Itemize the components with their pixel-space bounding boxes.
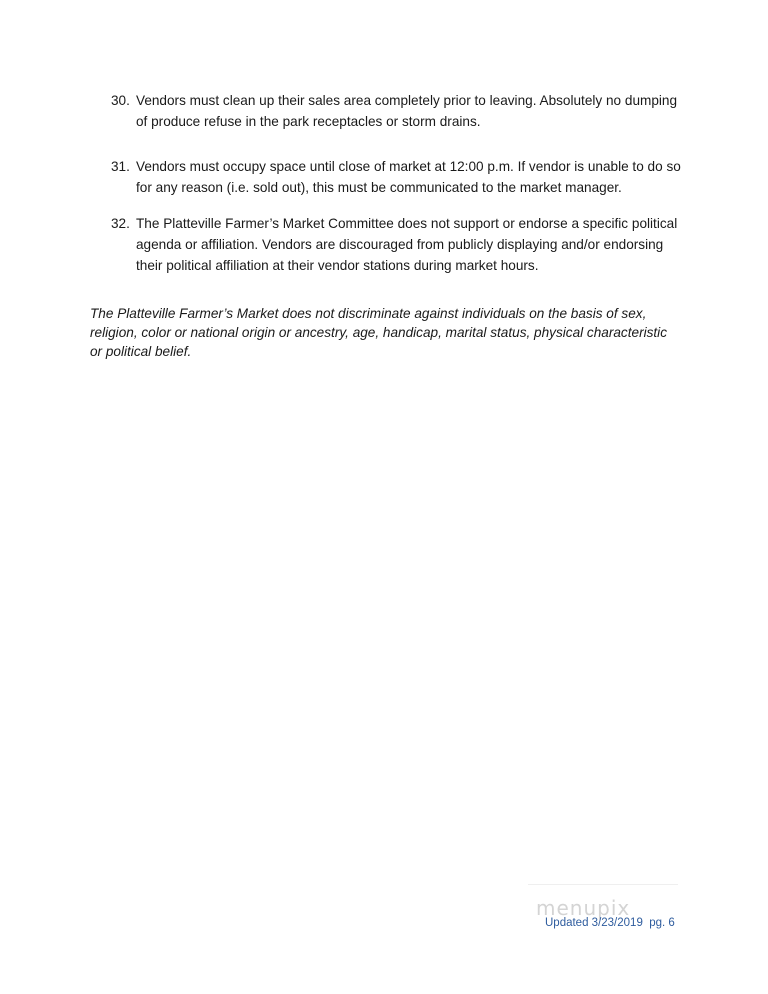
watermark-logo: menupix bbox=[536, 896, 631, 920]
rule-number: 30. bbox=[111, 93, 130, 108]
rule-number: 31. bbox=[111, 159, 130, 174]
page-footer bbox=[545, 917, 675, 929]
footer-page-number: pg. 6 bbox=[649, 917, 675, 929]
rule-text: The Platteville Farmer’s Market Committee does not support or endorse a specific political agenda or affiliation. Vendors are discouraged from publicly displaying and/or endorsing their political affiliation at their vendor stations during market hours. bbox=[136, 216, 678, 273]
non-discrimination-statement: The Platteville Farmer’s Market does not discriminate against individuals on the basis of sex, religion, color or national origin or ancestry, age, handicap, marital status, physical characteristic or political belief. bbox=[90, 306, 668, 359]
rule-text: Vendors must occupy space until close of market at 12:00 p.m. If vendor is unable to do so for any reason (i.e. sold out), this must be communicated to the market manager. bbox=[136, 159, 681, 195]
rules-list bbox=[111, 90, 681, 276]
footer-updated-date: Updated 3/23/2019 bbox=[545, 917, 643, 929]
rule-number: 32. bbox=[111, 216, 130, 231]
rule-item bbox=[111, 213, 681, 276]
rule-text: Vendors must clean up their sales area completely prior to leaving. Absolutely no dumping of produce refuse in the park receptacles or storm drains. bbox=[136, 93, 678, 129]
watermark-divider bbox=[528, 884, 678, 885]
rule-item bbox=[111, 156, 681, 198]
rule-item bbox=[111, 90, 681, 132]
